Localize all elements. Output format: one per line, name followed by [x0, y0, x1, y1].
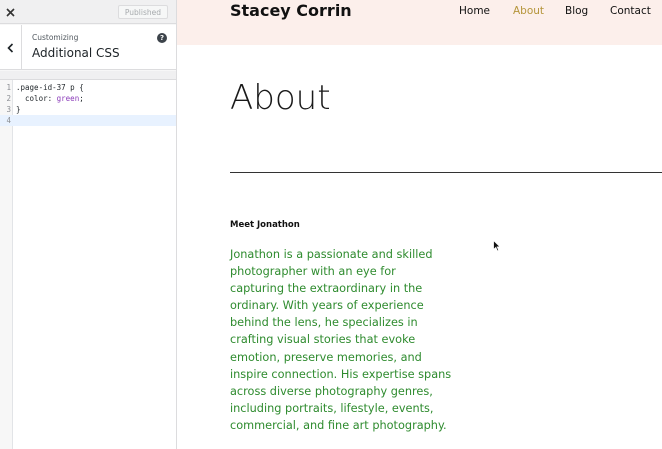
section-separator [0, 71, 176, 80]
back-button[interactable] [0, 25, 22, 70]
line-number: 3 [6, 105, 11, 114]
nav-item-blog[interactable]: Blog [565, 5, 589, 17]
section-heading: Meet Jonathon [230, 220, 300, 230]
css-property: color: [16, 94, 57, 103]
line-number: 4 [6, 116, 11, 125]
nav-item-home[interactable]: Home [459, 5, 491, 17]
code-text: .page-id-37 p { [16, 83, 84, 92]
close-icon[interactable] [0, 0, 20, 24]
bio-line: including portraits, lifestyle, events, [230, 401, 434, 415]
code-text: } [16, 105, 21, 114]
chevron-left-icon [7, 43, 14, 53]
line-number-gutter [0, 80, 13, 449]
bio-paragraph [230, 246, 470, 434]
mouse-cursor-icon [493, 240, 501, 252]
section-title: Additional CSS [32, 46, 120, 60]
bio-line: across diverse photography genres, [230, 384, 433, 398]
bio-line: ordinary. With years of experience [230, 299, 424, 313]
bio-line: crafting visual stories that evoke [230, 333, 416, 347]
bio-line: Jonathon is a passionate and skilled [230, 248, 433, 261]
customizer-sidebar [0, 0, 177, 449]
nav-item-contact[interactable]: Contact [610, 5, 651, 17]
code-text [16, 93, 84, 104]
css-code-editor[interactable] [0, 80, 176, 449]
code-line-active[interactable] [0, 115, 176, 126]
divider [230, 172, 662, 173]
bio-line: behind the lens, he specializes in [230, 316, 418, 330]
css-terminator: ; [79, 94, 84, 103]
css-value: green [56, 94, 80, 103]
line-number: 1 [6, 83, 11, 92]
bio-line: capturing the extraordinary in the [230, 282, 423, 296]
customizing-label: Customizing [32, 33, 79, 42]
bio-line: emotion, preserve memories, and [230, 350, 422, 364]
site-title[interactable]: Stacey Corrin [230, 1, 352, 20]
bio-line: inspire connection. His expertise spans [230, 367, 452, 381]
line-number: 2 [6, 94, 11, 103]
section-header [0, 25, 176, 70]
page-title: About [230, 78, 331, 118]
publish-button[interactable]: Published [118, 5, 168, 19]
site-header [177, 0, 662, 45]
code-line[interactable] [0, 82, 176, 93]
code-line[interactable] [0, 93, 176, 104]
site-preview [177, 0, 662, 449]
bio-line: photographer with an eye for [230, 265, 396, 279]
customizer-topbar [0, 0, 176, 24]
code-line[interactable] [0, 104, 176, 115]
nav-item-about[interactable]: About [513, 5, 545, 17]
bio-line: commercial, and fine art photography. [230, 418, 447, 432]
help-icon[interactable]: ? [157, 33, 167, 43]
